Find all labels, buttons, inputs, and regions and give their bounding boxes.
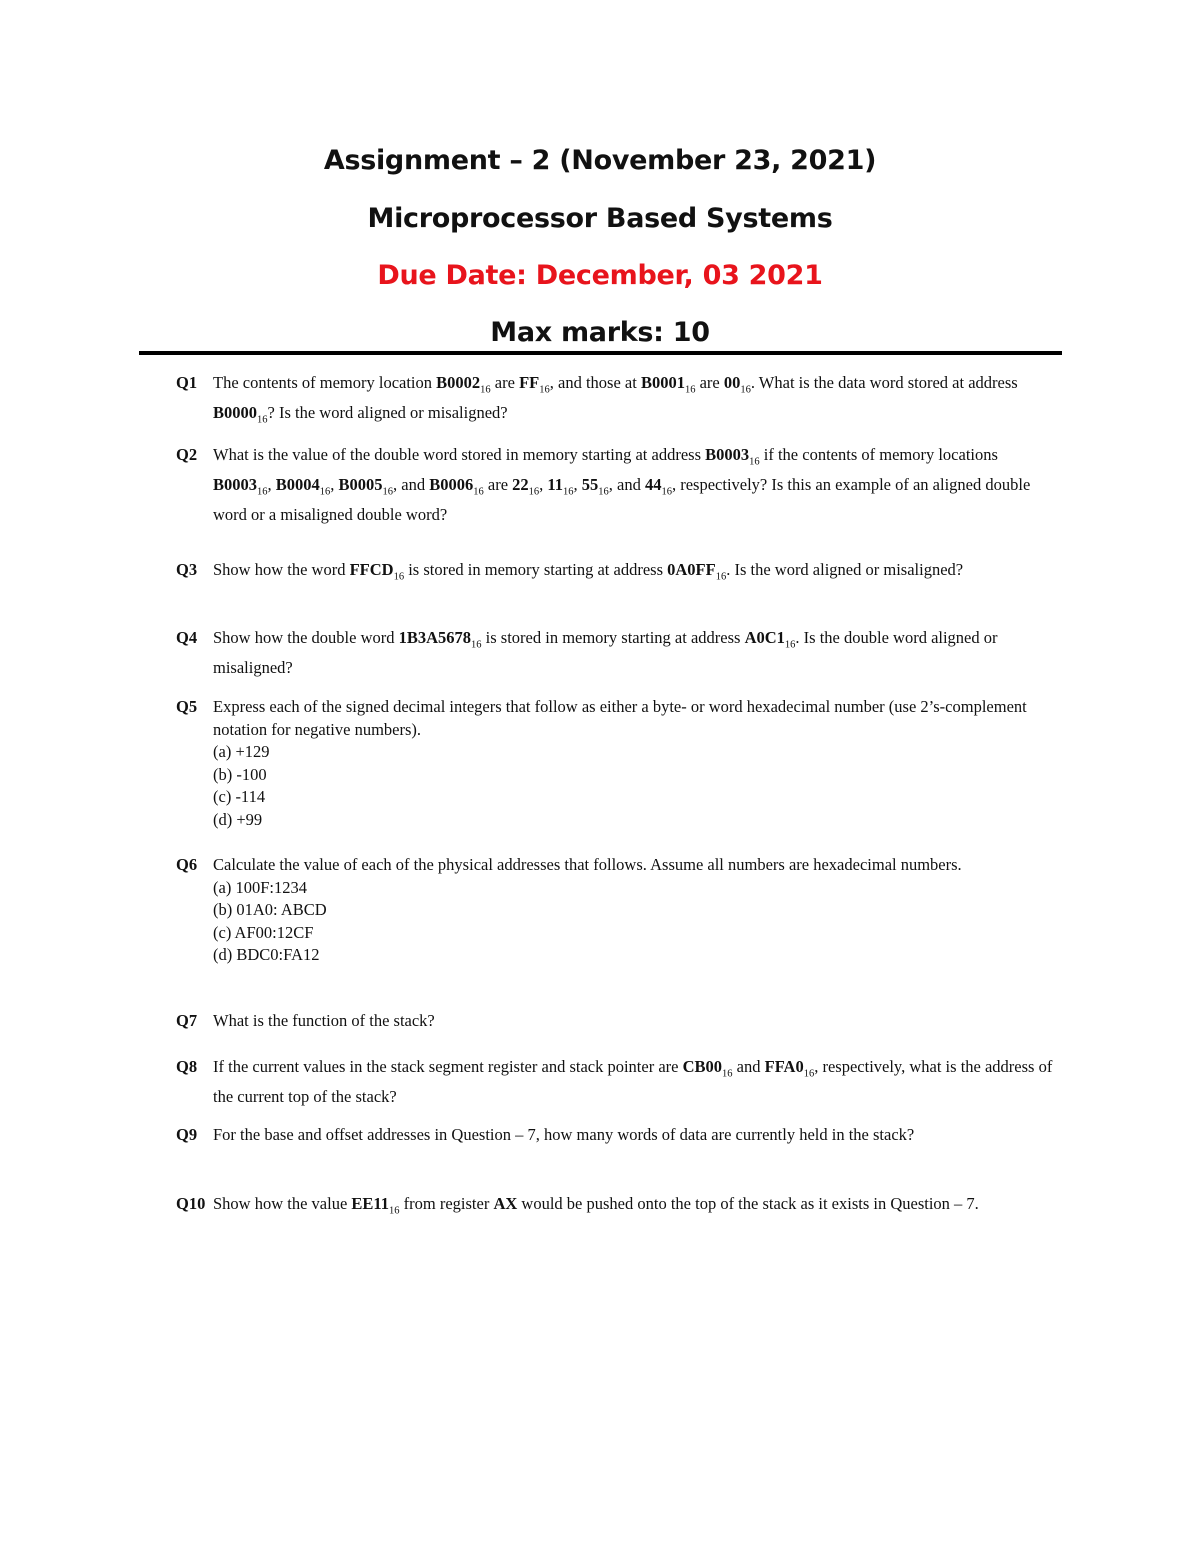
answer-option: (b) 01A0: ABCD: [213, 900, 327, 919]
answer-option: (a) 100F:1234: [213, 877, 307, 897]
question-text-run: if the contents of memory locations: [759, 445, 998, 464]
hex-value: B0005: [338, 474, 383, 494]
radix-subscript: 16: [661, 486, 672, 498]
question-text-run: , and those at: [549, 373, 641, 392]
question-number: Q2: [176, 445, 198, 464]
question-4: [176, 627, 1056, 679]
hex-value: B0003: [213, 474, 258, 494]
hex-value: B0001: [640, 373, 685, 392]
question-text-run: are: [695, 373, 724, 392]
hex-value: AX: [493, 1194, 518, 1213]
question-number: Q1: [176, 373, 198, 392]
radix-subscript: 16: [257, 414, 268, 426]
question-5: [176, 696, 1056, 831]
question-text: [213, 372, 1056, 432]
header-divider: [139, 351, 1062, 355]
hex-value: FF: [519, 373, 540, 392]
question-text: [213, 444, 1056, 526]
answer-option: (d) +99: [213, 809, 263, 829]
question-text-run: The contents of memory location: [213, 373, 437, 392]
question-text-run: . What is the data word stored at address: [750, 373, 1018, 392]
question-text-run: What is the value of the double word stored in memory starting at address: [213, 445, 706, 464]
hex-value: CB00: [682, 1057, 723, 1076]
question-number: Q7: [176, 1011, 198, 1030]
question-text: [213, 1056, 1056, 1108]
hex-value: B0006: [429, 474, 474, 494]
radix-subscript: 16: [382, 486, 394, 498]
question-7: [176, 1010, 1056, 1033]
answer-option: (b) -100: [213, 764, 267, 784]
radix-subscript: 16: [389, 1205, 400, 1217]
radix-subscript: 16: [715, 571, 727, 583]
question-number: Q10: [176, 1194, 206, 1213]
question-text-run: Show how the double word: [213, 628, 399, 647]
question-text: [213, 1193, 1056, 1223]
radix-subscript: 16: [803, 1068, 815, 1080]
hex-value: B0004: [275, 474, 320, 494]
radix-subscript: 16: [598, 486, 609, 498]
question-text-run: Calculate the value of each of the physical addresses that follows. Assume all numbers are hexadecimal numbers.: [213, 855, 962, 874]
answer-option: (c) AF00:12CF: [213, 922, 314, 942]
answer-option: (c) -114: [213, 787, 266, 806]
question-text: [213, 696, 1056, 831]
hex-value: EE11: [351, 1194, 390, 1213]
question-text-run: ,: [267, 474, 276, 494]
question-text-run: If the current values in the stack segment register and stack pointer are: [213, 1057, 683, 1076]
question-text: [213, 1124, 1056, 1147]
question-text: [213, 559, 1056, 589]
hex-value: A0C1: [744, 628, 785, 647]
question-text-run: For the base and offset addresses in Question – 7, how many words of data are currently held in the stack?: [213, 1125, 915, 1144]
question-text-run: ,: [539, 474, 548, 494]
question-2: [176, 444, 1056, 526]
answer-option: (a) +129: [213, 742, 270, 761]
assignment-title: Assignment – 2 (November 23, 2021): [323, 145, 877, 176]
radix-subscript: 16: [563, 486, 574, 498]
question-text-run: . Is the double word aligned or misaligned?: [213, 628, 998, 677]
hex-value: FFCD: [349, 560, 394, 579]
radix-subscript: 16: [319, 486, 331, 498]
question-6: [176, 854, 1056, 967]
question-number: Q5: [176, 697, 198, 716]
hex-value: B0002: [436, 373, 481, 392]
question-10: [176, 1193, 1056, 1223]
question-text: [213, 854, 1056, 967]
hex-value: B0000: [213, 402, 258, 422]
question-text-run: . Is the word aligned or misaligned?: [726, 560, 964, 579]
question-text-run: Show how the word: [213, 560, 350, 579]
radix-subscript: 16: [684, 384, 696, 396]
question-1: [176, 372, 1056, 432]
radix-subscript: 16: [471, 639, 482, 651]
question-text-run: would be pushed onto the top of the stack as it exists in Question – 7.: [517, 1194, 979, 1213]
radix-subscript: 16: [480, 384, 491, 396]
question-number: Q4: [176, 628, 198, 647]
question-text-run: is stored in memory starting at address: [481, 628, 745, 647]
question-text-run: Show how the value: [213, 1194, 352, 1213]
hex-value: FFA0: [764, 1057, 804, 1076]
radix-subscript: 16: [257, 486, 268, 498]
question-text-run: ,: [573, 474, 582, 494]
question-text-run: , and: [393, 474, 430, 494]
due-date: Due Date: December, 03 2021: [377, 260, 823, 291]
hex-value: 55: [581, 474, 599, 494]
question-number: Q8: [176, 1057, 198, 1076]
hex-value: 22: [512, 474, 529, 494]
question-text-run: ,: [330, 474, 339, 494]
question-9: [176, 1124, 1056, 1147]
question-number: Q3: [176, 560, 198, 579]
question-text-run: ? Is the word aligned or misaligned?: [267, 402, 508, 422]
hex-value: 00: [723, 373, 741, 392]
question-text-run: are: [490, 373, 520, 392]
max-marks: Max marks: 10: [490, 317, 710, 348]
question-text-run: is stored in memory starting at address: [404, 560, 668, 579]
radix-subscript: 16: [740, 384, 751, 396]
question-8: [176, 1056, 1056, 1108]
hex-value: 11: [547, 474, 564, 494]
question-text: [213, 627, 1056, 679]
question-text: [213, 1010, 1056, 1033]
answer-option: (d) BDC0:FA12: [213, 945, 320, 964]
radix-subscript: 16: [473, 486, 484, 498]
hex-value: 1B3A5678: [398, 628, 472, 647]
radix-subscript: 16: [749, 456, 760, 468]
question-text-run: from register: [399, 1194, 494, 1213]
hex-value: 0A0FF: [667, 560, 716, 579]
question-text-run: are: [483, 474, 513, 494]
question-text-run: Express each of the signed decimal integers that follow as either a byte- or word hexadecimal number (use 2’s-complement notation for negative numbers).: [213, 697, 1027, 739]
hex-value: 44: [644, 474, 662, 494]
radix-subscript: 16: [539, 384, 550, 396]
question-text-run: , respectively? Is this an example of an aligned double word or a misaligned double word?: [213, 474, 1031, 524]
course-title: Microprocessor Based Systems: [367, 203, 833, 234]
radix-subscript: 16: [393, 571, 405, 583]
question-3: [176, 559, 1056, 589]
question-text-run: , and: [608, 474, 645, 494]
question-number: Q6: [176, 855, 198, 874]
question-number: Q9: [176, 1125, 198, 1144]
radix-subscript: 16: [722, 1068, 733, 1080]
question-text-run: What is the function of the stack?: [213, 1011, 435, 1030]
radix-subscript: 16: [784, 639, 796, 651]
radix-subscript: 16: [528, 486, 540, 498]
question-text-run: , respectively, what is the address of the current top of the stack?: [213, 1057, 1053, 1106]
question-text-run: and: [732, 1057, 765, 1076]
hex-value: B0003: [705, 445, 750, 464]
